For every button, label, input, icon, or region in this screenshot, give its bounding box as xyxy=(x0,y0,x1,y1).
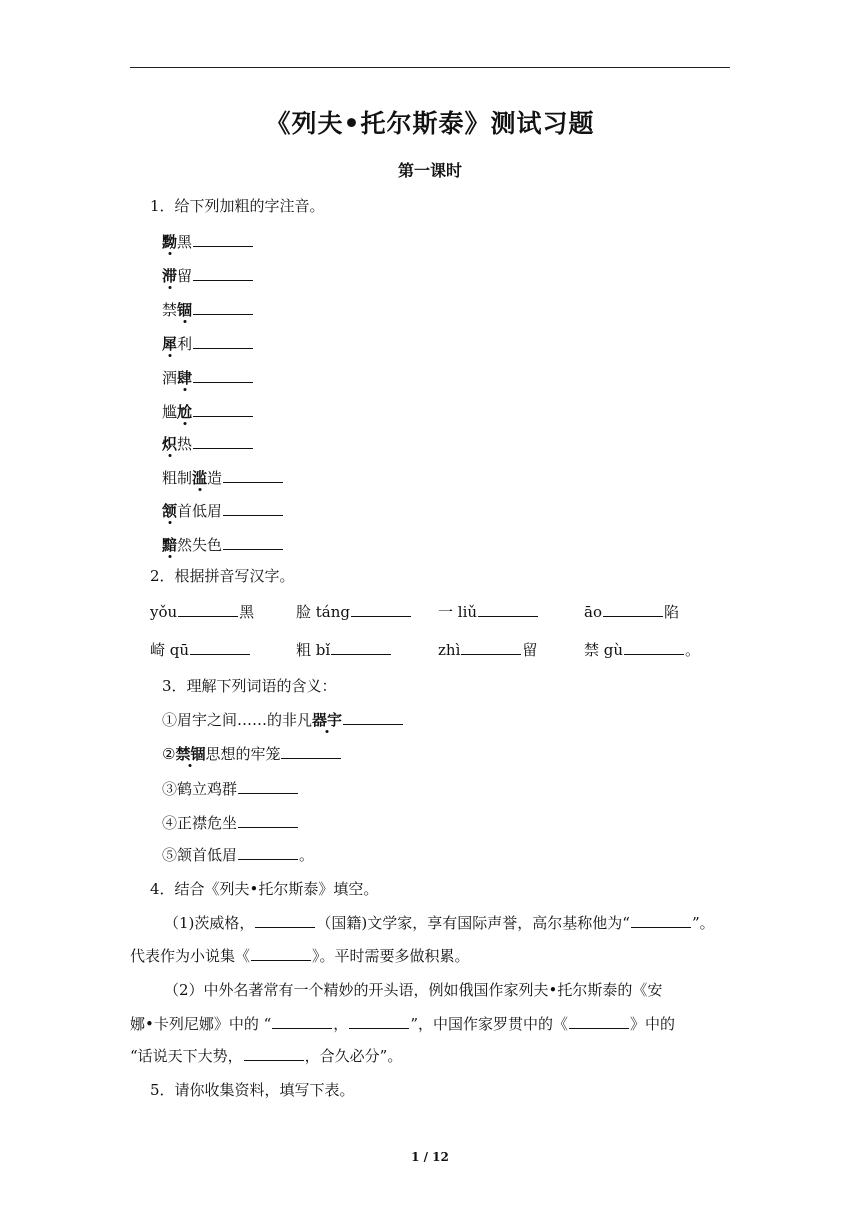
answer-blank[interactable] xyxy=(223,501,283,516)
q1-item-text: 首低眉 xyxy=(177,502,223,520)
q4-part-2-line-2 xyxy=(130,1014,675,1034)
q4-text: 》中的 xyxy=(629,1015,675,1033)
q1-item xyxy=(162,334,254,354)
q1-item xyxy=(162,368,254,388)
q3-item-5-text: ⑤颔首低眉 xyxy=(162,846,238,864)
answer-blank[interactable] xyxy=(193,334,253,349)
q2-suffix: 黑 xyxy=(239,603,255,621)
q1-item-bold-char: 颔 xyxy=(162,502,178,520)
q4-text: ， xyxy=(333,1015,349,1033)
answer-blank[interactable] xyxy=(238,779,298,794)
q1-item-text: 粗制 xyxy=(162,469,193,487)
header-rule xyxy=(130,67,730,68)
q1-item xyxy=(162,535,284,555)
q1-heading: 1．给下列加粗的字注音。 xyxy=(150,197,325,215)
answer-blank[interactable] xyxy=(193,266,253,281)
lesson-subtitle: 第一课时 xyxy=(397,161,462,180)
q4-heading: 4．结合《列夫•托尔斯泰》填空。 xyxy=(150,880,379,898)
q2-cell xyxy=(150,602,254,622)
q4-text: ，合久必分”。 xyxy=(304,1047,403,1065)
q4-part-2-line-3 xyxy=(130,1046,402,1066)
answer-blank[interactable] xyxy=(351,602,411,617)
answer-blank[interactable] xyxy=(238,845,298,860)
q1-item xyxy=(162,266,254,286)
answer-blank[interactable] xyxy=(244,1046,304,1061)
answer-blank[interactable] xyxy=(193,402,253,417)
answer-blank[interactable] xyxy=(223,468,283,483)
q2-row-2 xyxy=(150,640,730,662)
q1-item-text: 热 xyxy=(177,435,193,453)
q4-text: （1)茨威格， xyxy=(164,914,255,932)
q1-item xyxy=(162,402,254,422)
q4-text: （国籍)文学家，享有国际声誉，高尔基称他为“ xyxy=(316,914,630,932)
q1-item-text: 酒 xyxy=(162,369,178,387)
q1-item-bold-char: 滞 xyxy=(162,267,178,285)
q3-item-1 xyxy=(162,710,404,730)
q1-item-bold-char: 黝 xyxy=(162,233,178,251)
q2-cell xyxy=(584,640,700,660)
q4-part-1-line-1 xyxy=(164,913,715,933)
q1-item-text: 黑 xyxy=(177,233,193,251)
q2-cell xyxy=(150,640,251,660)
q2-heading: 2．根据拼音写汉字。 xyxy=(150,567,295,585)
q2-pinyin: āo xyxy=(584,603,602,621)
answer-blank[interactable] xyxy=(193,368,253,383)
answer-blank[interactable] xyxy=(478,602,538,617)
answer-blank[interactable] xyxy=(238,813,298,828)
q2-cell xyxy=(584,602,679,622)
q3-item-1-text: ①眉宇之间……的非凡 xyxy=(162,711,313,729)
answer-blank[interactable] xyxy=(193,434,253,449)
q5-heading: 5．请你收集资料，填写下表。 xyxy=(150,1081,355,1099)
q3-item-1-bold: 器宇 xyxy=(312,711,343,729)
answer-blank[interactable] xyxy=(193,232,253,247)
q2-cell xyxy=(438,602,539,622)
page-number: 1 / 12 xyxy=(411,1150,449,1164)
q1-item-text: 留 xyxy=(177,267,193,285)
q2-pinyin: 粗 bǐ xyxy=(296,641,331,659)
answer-blank[interactable] xyxy=(631,913,691,928)
answer-blank[interactable] xyxy=(193,300,253,315)
answer-blank[interactable] xyxy=(343,710,403,725)
q1-item-bold-char: 尬 xyxy=(177,403,193,421)
q4-part-2-line-1: （2）中外名著常有一个精妙的开头语，例如俄国作家列夫•托尔斯泰的《安 xyxy=(164,981,663,999)
answer-blank[interactable] xyxy=(272,1014,332,1029)
q3-item-2-bold: 禁锢 xyxy=(175,745,206,763)
q1-item-text: 利 xyxy=(177,335,193,353)
q1-item xyxy=(162,232,254,252)
q1-item xyxy=(162,468,284,488)
q1-item-bold-char: 黯 xyxy=(162,536,178,554)
q4-part-1-line-2 xyxy=(130,946,470,966)
answer-blank[interactable] xyxy=(281,744,341,759)
q2-cell xyxy=(438,640,537,660)
q3-item-4-text: ④正襟危坐 xyxy=(162,814,238,832)
q1-item-bold-char: 犀 xyxy=(162,335,178,353)
q3-item-5 xyxy=(162,845,314,865)
answer-blank[interactable] xyxy=(251,946,311,961)
q3-item-4 xyxy=(162,813,299,833)
q1-item xyxy=(162,434,254,454)
answer-blank[interactable] xyxy=(223,535,283,550)
q2-pinyin: yǒu xyxy=(150,603,178,621)
q4-text: ”，中国作家罗贯中的《 xyxy=(410,1015,568,1033)
q3-item-5-end: 。 xyxy=(299,846,315,864)
q1-item-bold-char: 肆 xyxy=(177,369,193,387)
q1-item-bold-char: 炽 xyxy=(162,435,178,453)
q1-item-text: 造 xyxy=(207,469,223,487)
answer-blank[interactable] xyxy=(624,640,684,655)
q2-cell xyxy=(296,602,412,622)
q4-text: 》。平时需要多做积累。 xyxy=(312,947,470,965)
q1-item-text: 尴 xyxy=(162,403,178,421)
q4-text: ”。 xyxy=(691,914,715,932)
q2-suffix: 留 xyxy=(522,641,538,659)
answer-blank[interactable] xyxy=(349,1014,409,1029)
answer-blank[interactable] xyxy=(255,913,315,928)
q1-item-text: 然失色 xyxy=(177,536,223,554)
answer-blank[interactable] xyxy=(178,602,238,617)
q2-pinyin: 脸 táng xyxy=(296,603,351,621)
q3-item-3-text: ③鹤立鸡群 xyxy=(162,780,238,798)
q3-item-2: ②禁锢思想的牢笼 xyxy=(162,744,342,764)
q4-text: 代表作为小说集《 xyxy=(130,947,251,965)
q2-pinyin: 一 liǔ xyxy=(438,603,478,621)
q2-suffix: 。 xyxy=(685,641,701,659)
q1-item xyxy=(162,300,254,320)
q2-pinyin: 禁 gù xyxy=(584,641,624,659)
q1-item xyxy=(162,501,284,521)
q3-heading: 3．理解下列词语的含义： xyxy=(162,677,337,695)
q1-item-bold-char: 锢 xyxy=(177,301,193,319)
q2-pinyin: zhì xyxy=(438,641,461,659)
answer-blank[interactable] xyxy=(331,640,391,655)
q2-pinyin: 崎 qū xyxy=(150,641,190,659)
q3-item-2-text: 思想的牢笼 xyxy=(205,745,281,763)
q4-text: “话说天下大势， xyxy=(130,1047,243,1065)
answer-blank[interactable] xyxy=(190,640,250,655)
q3-item-3 xyxy=(162,779,299,799)
answer-blank[interactable] xyxy=(461,640,521,655)
q4-text: 娜•卡列尼娜》中的 “ xyxy=(130,1015,272,1033)
q2-suffix: 陷 xyxy=(663,603,679,621)
q2-row-1 xyxy=(150,602,730,624)
answer-blank[interactable] xyxy=(603,602,663,617)
q1-item-bold-char: 滥 xyxy=(192,469,208,487)
page-title: 《列夫•托尔斯泰》测试习题 xyxy=(265,109,595,138)
answer-blank[interactable] xyxy=(569,1014,629,1029)
q2-cell xyxy=(296,640,392,660)
q1-item-text: 禁 xyxy=(162,301,178,319)
